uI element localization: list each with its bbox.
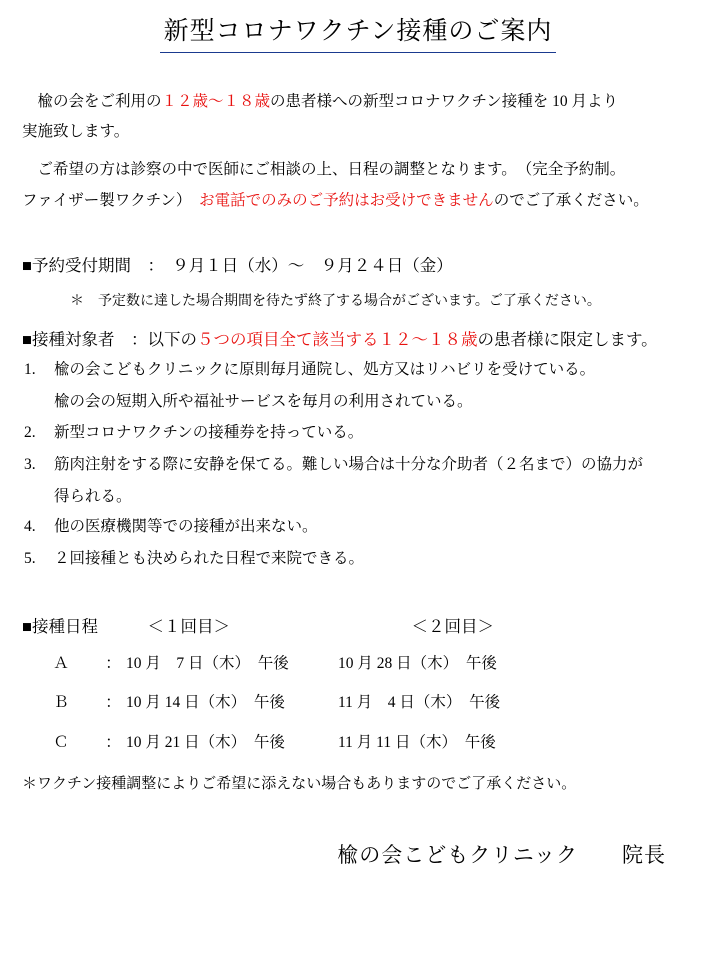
intro-line3: ご希望の方は診察の中で医師にご相談の上、日程の調整となります。 （完全予約制。: [22, 161, 626, 179]
intro-line1-highlight: １２歳～１８歳: [161, 93, 271, 110]
list-item-text: 筋肉注射をする際に安静を保てる。難しい場合は十分な介助者（２名まで）の協力が: [54, 455, 644, 473]
spacer-intro: [22, 147, 694, 155]
spacer-reservation: [22, 281, 694, 289]
schedule-colon: ：: [105, 694, 121, 712]
intro-line1-pre: 楡の会をご利用の: [22, 93, 162, 110]
reservation-note: ＊ 予定数に達した場合期間を待たず終了する場合がございます。ご了承ください。: [70, 294, 601, 310]
list-item-number: 1.: [24, 361, 36, 379]
list-item-text: 新型コロナワクチンの接種券を持っている。: [54, 423, 364, 441]
list-item-text: 楡の会こどもクリニックに原則毎月通院し、処方又はリハビリを受けている。: [54, 361, 596, 379]
list-item-number: 3.: [24, 455, 36, 473]
spacer-after-title: [22, 53, 694, 87]
table-row: [22, 683, 558, 722]
intro-line4-post: のでご了承ください。: [493, 191, 649, 209]
table-row: [22, 644, 558, 683]
schedule-table: [22, 644, 558, 762]
list-item: [22, 450, 694, 480]
schedule-colon: ：: [105, 733, 121, 751]
eligibility-heading-highlight: ５つの項目全て該当する１２～１８歳: [196, 329, 478, 349]
intro-line2: 実施致します。: [22, 123, 130, 141]
intro-paragraph-2: [22, 155, 694, 215]
schedule-dose1: 10 月 7 日（木） 午後: [126, 655, 289, 673]
spacer-before-schedule: [22, 577, 694, 611]
page-title-text: 新型コロナワクチン接種のご案内: [163, 18, 553, 45]
schedule-heading: ■接種日程 ＜１回目＞ ＜２回目＞: [22, 616, 494, 636]
schedule-dose2: 11 月 4 日（木） 午後: [338, 694, 501, 712]
schedule-group-label: Ｃ: [53, 733, 69, 751]
title-container: [22, 14, 694, 53]
intro-paragraph-1: [22, 87, 694, 147]
list-item-continuation: 得られる。: [54, 488, 132, 506]
schedule-dose2: 11 月 11 日（木） 午後: [338, 733, 496, 751]
list-item: [22, 544, 694, 574]
schedule-dose1: 10 月 14 日（木） 午後: [126, 694, 285, 712]
schedule-dose2: 10 月 28 日（木） 午後: [338, 655, 497, 673]
spacer-before-reservation: [22, 216, 694, 250]
signature: 楡の会こどもクリニック 院長: [337, 842, 666, 867]
list-item: [22, 512, 694, 542]
eligibility-heading-post: の患者様に限定します。: [477, 329, 658, 349]
intro-line1-post: の患者様への新型コロナワクチン接種を 10 月より: [270, 93, 619, 110]
list-item-subline: 楡の会の短期入所や福祉サービスを毎月の利用されている。: [54, 393, 473, 411]
reservation-heading: ■予約受付期間 ： ９月１日（水）～ ９月２４日（金）: [22, 255, 453, 275]
intro-line4-highlight: お電話でのみのご予約はお受けできません: [199, 191, 494, 209]
list-item-number: 4.: [24, 518, 36, 536]
table-row: [22, 723, 558, 762]
list-item-text: 他の医療機関等での接種が出来ない。: [54, 518, 318, 536]
intro-line4-pre: ファイザー製ワクチン）: [22, 191, 200, 209]
eligibility-list: [22, 355, 694, 575]
list-item: [22, 355, 694, 385]
schedule-dose1: 10 月 21 日（木） 午後: [126, 733, 285, 751]
schedule-colon: ：: [105, 655, 121, 673]
list-item-text: ２回接種とも決められた日程で来院できる。: [54, 550, 365, 568]
list-item: [22, 418, 694, 448]
list-item-number: 5.: [24, 550, 36, 568]
spacer-before-eligibility: [22, 316, 694, 324]
page-title: [160, 14, 557, 53]
schedule-group-label: Ａ: [53, 655, 69, 673]
eligibility-heading-pre: ■接種対象者 ：以下の: [22, 329, 197, 349]
schedule-footnote: ＊ワクチン接種調整によりご希望に添えない場合もありますのでご了承ください。: [22, 776, 577, 793]
list-item-number: 2.: [24, 423, 36, 441]
schedule-group-label: Ｂ: [53, 694, 69, 712]
eligibility-heading: [22, 324, 694, 355]
